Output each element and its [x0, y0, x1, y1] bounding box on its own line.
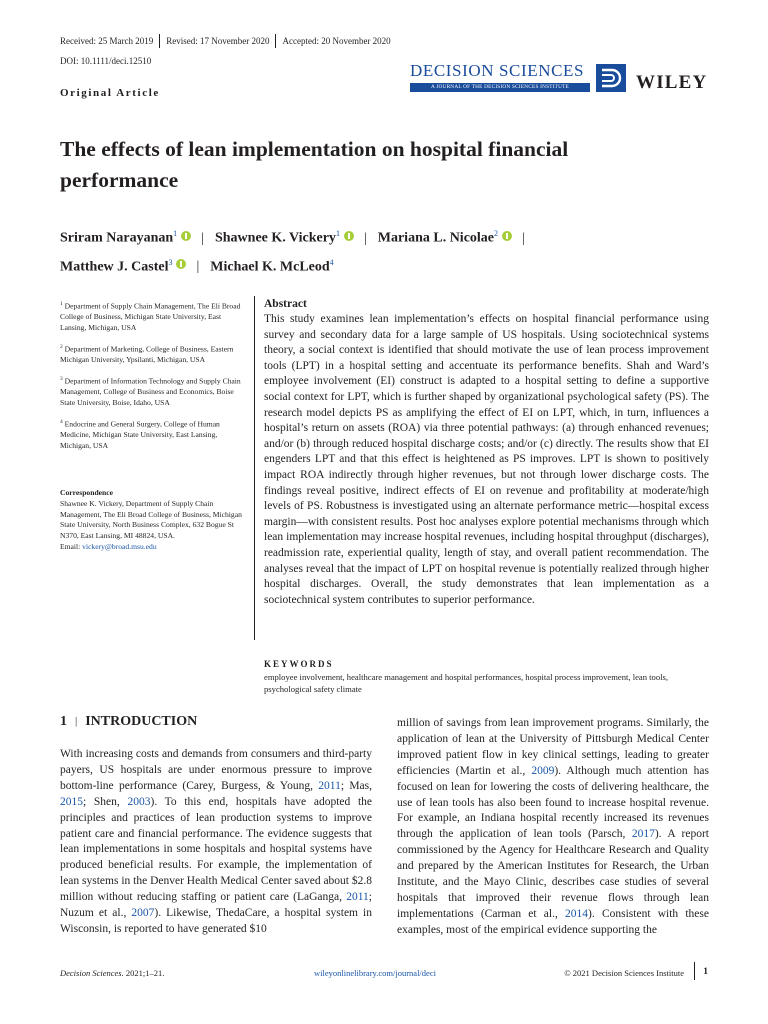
- correspondence: [60, 488, 246, 553]
- author-separator: |: [196, 259, 200, 275]
- keywords-heading: KEYWORDS: [264, 659, 334, 669]
- abstract-text: This study examines lean implementation’s effects on hospital financial performance using survey and secondary data for a large sample of US hospitals. Using sociotechnical systems theory, a social context is identified that should motivate the use of lean process improvement tools (LPT) in a hospital setting and accentuate its performance benefits. Shah and Ward’s employee involvement (EI) construct is adapted to a hospital setting to define a supportive social context for LPT, which is further shaped by organizational psychological safety (PS). The research model depicts PS as amplifying the effect of EI on LPT, which, in turn, influences a hospital’s return on assets (ROA) via three potential pathways: (a) through enhanced revenues; and/or (b) through reduced hospital discharge costs; and/or (c) directly. The results show that EI engenders LPT and that this effect is heightened as PS improves. LPT is shown to positively impact ROA indirectly through higher revenues, but not through lower discharge costs. The findings reveal positive, indirect effects of EI on revenue and profitability at moderate/high levels of PS. Robustness is investigated using an alternate performance metric—hospital excess margin—with consistent results. Post hoc analyses explore potential mechanisms through which lean implementation may increase hospital revenues, including hospital throughput (discharges), readmission rate, experiential quality, length of stay, and overall patient recommendation. The analyses reveal that the impact of LPT on hospital revenue is potentially realized through higher hospital discharges. Overall, the study demonstrates that lean implementation as a sociotechnical system contributes to superior performance.: [264, 313, 709, 606]
- email-label: Email:: [60, 541, 83, 551]
- divider: [275, 34, 276, 48]
- affiliation-text: Department of Marketing, College of Business, Eastern Michigan University, Ypsilanti, Michigan, USA: [60, 344, 234, 365]
- orcid-icon[interactable]: [344, 231, 354, 241]
- body-text: million of savings from lean improvement programs. Similarly, the application of lean at the University of Pittsburgh Medical Center improved patient flow in key clinical settings, leading to greater efficiencies (Martin et al.,: [397, 717, 709, 777]
- keywords-text: employee involvement, healthcare management and hospital performances, hospital process improvement, lean tools, psychological safety climate: [264, 672, 669, 694]
- author-separator: |: [201, 230, 204, 246]
- citation-link[interactable]: 2015: [60, 795, 83, 808]
- journal-logo: [410, 63, 627, 97]
- footer-copyright: © 2021 Decision Sciences Institute: [564, 968, 684, 978]
- author-name[interactable]: Shawnee K. Vickery: [214, 230, 336, 246]
- keywords: [264, 658, 709, 695]
- journal-name: DECISION SCIENCES: [410, 61, 585, 80]
- body-text: ). Likewise, ThedaCare, a hospital system in Wisconsin, is reported to have generated $10: [60, 907, 372, 935]
- affiliation-text: Department of Supply Chain Management, The Eli Broad College of Business, Michigan State University, East Lansing, Michigan, USA: [60, 301, 241, 333]
- citation-link[interactable]: 2017: [631, 828, 655, 841]
- affiliation-text: Department of Information Technology and Supply Chain Management, College of Business and Economics, Boise State University, Boise, Idaho, USA: [60, 376, 241, 408]
- correspondence-email-line: [60, 542, 246, 553]
- citation-link[interactable]: 2009: [531, 764, 555, 777]
- correspondence-heading: Correspondence: [60, 488, 114, 497]
- journal-mark-icon: [596, 64, 626, 92]
- affiliation-marker[interactable]: 1: [173, 229, 178, 238]
- footer-url-link[interactable]: wileyonlinelibrary.com/journal/deci: [314, 968, 436, 978]
- received-date: Received: 25 March 2019: [60, 36, 154, 46]
- author-name[interactable]: Mariana L. Nicolae: [377, 230, 495, 246]
- section-heading: [60, 714, 197, 730]
- body-text: ; Shen,: [83, 795, 128, 808]
- footer-journal: [60, 968, 164, 978]
- citation-link[interactable]: 2011: [318, 779, 341, 792]
- intro-left-column: [60, 747, 372, 938]
- affiliation-marker[interactable]: 3: [168, 257, 173, 267]
- email-link[interactable]: vickery@broad.msu.edu: [82, 541, 157, 551]
- footer-journal-name: Decision Sciences.: [60, 968, 124, 978]
- body-text: ). Although much attention has focused on lean for lowering the costs of delivering healthcare, the use of lean tools has also been found to increase hospital revenue. For example, an Indiana hospital recently increased its revenues through the application of lean tools (Parsch,: [397, 764, 709, 841]
- affiliation-number: 2: [60, 343, 63, 350]
- page-number: 1: [703, 967, 708, 977]
- orcid-icon[interactable]: [181, 231, 191, 241]
- author-separator: |: [363, 230, 367, 246]
- column-divider: [254, 296, 255, 640]
- publisher-logo: WILEY: [636, 72, 708, 93]
- affiliation: [60, 342, 246, 366]
- body-text: ). Consistent with these examples, most of the empirical evidence supporting the: [397, 907, 709, 936]
- affiliation-number: 4: [60, 418, 63, 425]
- section-separator: |: [75, 715, 78, 727]
- author-list: [60, 222, 700, 279]
- affiliation: [60, 417, 246, 452]
- footer-divider: [694, 962, 695, 980]
- author-name[interactable]: Sriram Narayanan: [60, 230, 174, 246]
- article-type: Original Article: [60, 87, 160, 99]
- body-text: With increasing costs and demands from consumers and third-party payers, US hospitals are under enormous pressure to improve bottom-line performance (Carey, Burgess, & Young,: [60, 748, 372, 792]
- affiliation-marker[interactable]: 2: [494, 229, 499, 238]
- journal-tagline: A JOURNAL OF THE DECISION SCIENCES INSTITUTE: [410, 83, 590, 92]
- orcid-icon[interactable]: [502, 231, 512, 241]
- abstract: [264, 297, 709, 608]
- citation-link[interactable]: 2007: [131, 907, 155, 920]
- doi[interactable]: DOI: 10.1111/deci.12510: [60, 56, 152, 66]
- correspondence-text: Shawnee K. Vickery, Department of Supply Chain Management, The Eli Broad College of Business, Michigan State University, North Business Complex, 632 Bogue St N370, East Lansing, MI 48824, USA.: [60, 498, 242, 541]
- paper-title: The effects of lean implementation on hospital financial performance: [60, 137, 569, 192]
- body-text: ; Nuzum et al.,: [60, 891, 372, 920]
- citation-link[interactable]: 2011: [346, 891, 369, 904]
- citation-link[interactable]: 2014: [565, 907, 589, 920]
- affiliation-number: 3: [60, 376, 63, 383]
- section-number: 1: [60, 714, 67, 729]
- footer-volume: 2021;1–21.: [123, 968, 165, 978]
- affiliation-marker[interactable]: 4: [329, 257, 334, 267]
- body-text: ). To this end, hospitals have adopted the principles and practices of lean production systems to improve patient care and financial performance. The evidence suggests that lean implementations in some hospitals and hospital systems have produced beneficial results. For example, the implementation of lean systems in the Denver Health Medical Center saved about $2.8 million without reducing staffing or patient care (LaGanga,: [60, 795, 373, 904]
- body-text: ). A report commissioned by the Agency for Healthcare Research and Quality and prepared by the American Institutes for Research, the Urban Institute, and the Mayo Clinic, describes case studies of several hospitals that improved their revenue flows through lean implementations (Carman et al.,: [397, 828, 709, 920]
- affiliation-number: 1: [60, 301, 63, 307]
- intro-right-column: [397, 716, 709, 939]
- abstract-heading: Abstract: [264, 298, 307, 310]
- affiliation: [60, 299, 246, 334]
- revised-date: Revised: 17 November 2020: [166, 36, 270, 46]
- orcid-icon[interactable]: [176, 259, 186, 269]
- divider: [159, 34, 160, 48]
- affiliation-marker[interactable]: 1: [335, 229, 340, 238]
- accepted-date: Accepted: 20 November 2020: [282, 36, 391, 46]
- page-footer: [60, 966, 710, 980]
- publication-dates: [60, 34, 391, 48]
- citation-link[interactable]: 2003: [127, 795, 151, 808]
- section-title: INTRODUCTION: [85, 714, 198, 729]
- affiliations: [60, 299, 246, 460]
- affiliation-text: Endocrine and General Surgery, College of Human Medicine, Michigan State University, East Lansing, Michigan, USA: [60, 419, 220, 451]
- author-name[interactable]: Michael K. McLeod: [210, 259, 330, 275]
- author-name[interactable]: Matthew J. Castel: [60, 259, 169, 275]
- affiliation: [60, 374, 246, 409]
- body-text: ; Mas,: [340, 779, 373, 792]
- author-separator: |: [522, 230, 525, 246]
